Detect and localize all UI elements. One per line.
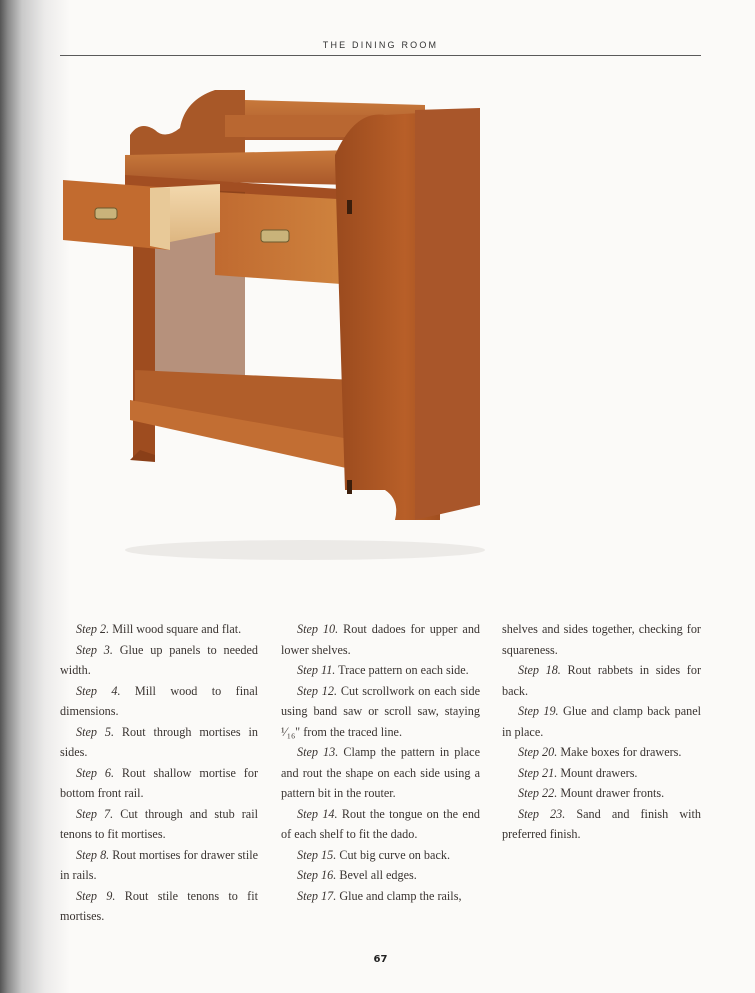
step-text: Glue and clamp the rails,: [336, 888, 462, 903]
step-text: Cut through and stub rail tenons to fit mortises.: [60, 806, 258, 841]
step-text: Rout dadoes for upper and lower shelves.: [281, 622, 481, 657]
step-paragraph: [502, 701, 701, 742]
step-paragraph: [502, 660, 701, 701]
step-text: Cut scrollwork on each side using band saw or scroll saw, staying ¹⁄₁₆" from the traced line.: [281, 683, 481, 739]
step-label: Step 10.: [297, 622, 339, 636]
step-text: Glue and clamp back panel in place.: [502, 704, 702, 739]
step-paragraph: [502, 763, 701, 784]
step-label: Step 23.: [518, 806, 566, 821]
step-text: Sand and finish with preferred finish.: [502, 806, 701, 841]
step-label: Step 7.: [76, 806, 114, 821]
step-label: Step 21.: [518, 765, 558, 780]
step-label: Step 19.: [518, 704, 559, 718]
step-label: Step 12.: [297, 683, 338, 698]
step-label: Step 13.: [297, 745, 339, 759]
step-paragraph: [60, 804, 258, 845]
step-paragraph: [281, 865, 480, 886]
step-paragraph: [60, 681, 258, 722]
step-text: Rout the tongue on the end of each shelf to fit the dado.: [281, 806, 481, 841]
step-text: Rout through mortises in sides.: [60, 724, 259, 759]
step-label: Step 4.: [76, 683, 121, 698]
step-text: Cut big curve on back.: [336, 847, 450, 862]
step-text: Mill wood square and flat.: [109, 622, 242, 636]
step-label: Step 6.: [76, 765, 115, 780]
header-rule: [60, 55, 701, 56]
text-column-2: [281, 619, 480, 906]
step-label: Step 15.: [297, 847, 337, 862]
step-text: Rout mortises for drawer stile in rails.: [60, 847, 259, 882]
step-paragraph: [60, 845, 258, 886]
step-label: Step 18.: [518, 663, 561, 677]
step-paragraph: [281, 681, 480, 743]
step-label: Step 3.: [76, 642, 113, 657]
step-label: Step 17.: [297, 888, 337, 903]
step-paragraph: [281, 804, 480, 845]
step-paragraph: [281, 742, 480, 804]
page-number: 67: [373, 954, 388, 965]
step-label: Step 5.: [76, 724, 115, 739]
step-text: Mount drawer fronts.: [557, 786, 665, 800]
step-paragraph: [60, 886, 258, 927]
step-paragraph: [502, 742, 701, 763]
step-paragraph: [502, 783, 701, 804]
washstand-photo: [55, 80, 495, 575]
step-text: shelves and sides together, checking for squareness.: [502, 622, 701, 657]
step-text: Rout shallow mortise for bottom front rail.: [60, 765, 259, 800]
step-paragraph: [60, 619, 258, 640]
step-label: Step 20.: [518, 745, 558, 759]
text-column-3: [502, 619, 701, 845]
step-paragraph: [502, 804, 701, 845]
step-paragraph: [281, 886, 480, 907]
step-label: Step 16.: [297, 868, 337, 882]
step-label: Step 2.: [76, 622, 110, 636]
text-column-1: [60, 619, 258, 927]
step-paragraph: [281, 660, 480, 681]
step-text: Mount drawers.: [557, 765, 638, 780]
step-text: Mill wood to final dimensions.: [60, 683, 258, 718]
step-text: Glue up panels to needed width.: [60, 642, 258, 677]
step-label: Step 9.: [76, 888, 116, 903]
running-head: THE DINING ROOM: [322, 40, 439, 50]
step-text: Make boxes for drawers.: [557, 745, 682, 759]
step-text: Trace pattern on each side.: [335, 663, 469, 677]
step-paragraph: [60, 722, 258, 763]
step-paragraph: [60, 763, 258, 804]
step-paragraph: [60, 640, 258, 681]
step-paragraph: [281, 619, 480, 660]
step-paragraph: [281, 845, 480, 866]
step-text: Rout rabbets in sides for back.: [502, 663, 701, 698]
step-text: Bevel all edges.: [336, 868, 417, 882]
step-text: Clamp the pattern in place and rout the shape on each side using a pattern bit in the router.: [281, 745, 480, 800]
step-text: Rout stile tenons to fit mortises.: [60, 888, 258, 923]
step-label: Step 22.: [518, 786, 558, 800]
step-continuation: [502, 619, 701, 660]
step-label: Step 11.: [297, 663, 336, 677]
step-label: Step 14.: [297, 806, 338, 821]
step-label: Step 8.: [76, 847, 110, 862]
